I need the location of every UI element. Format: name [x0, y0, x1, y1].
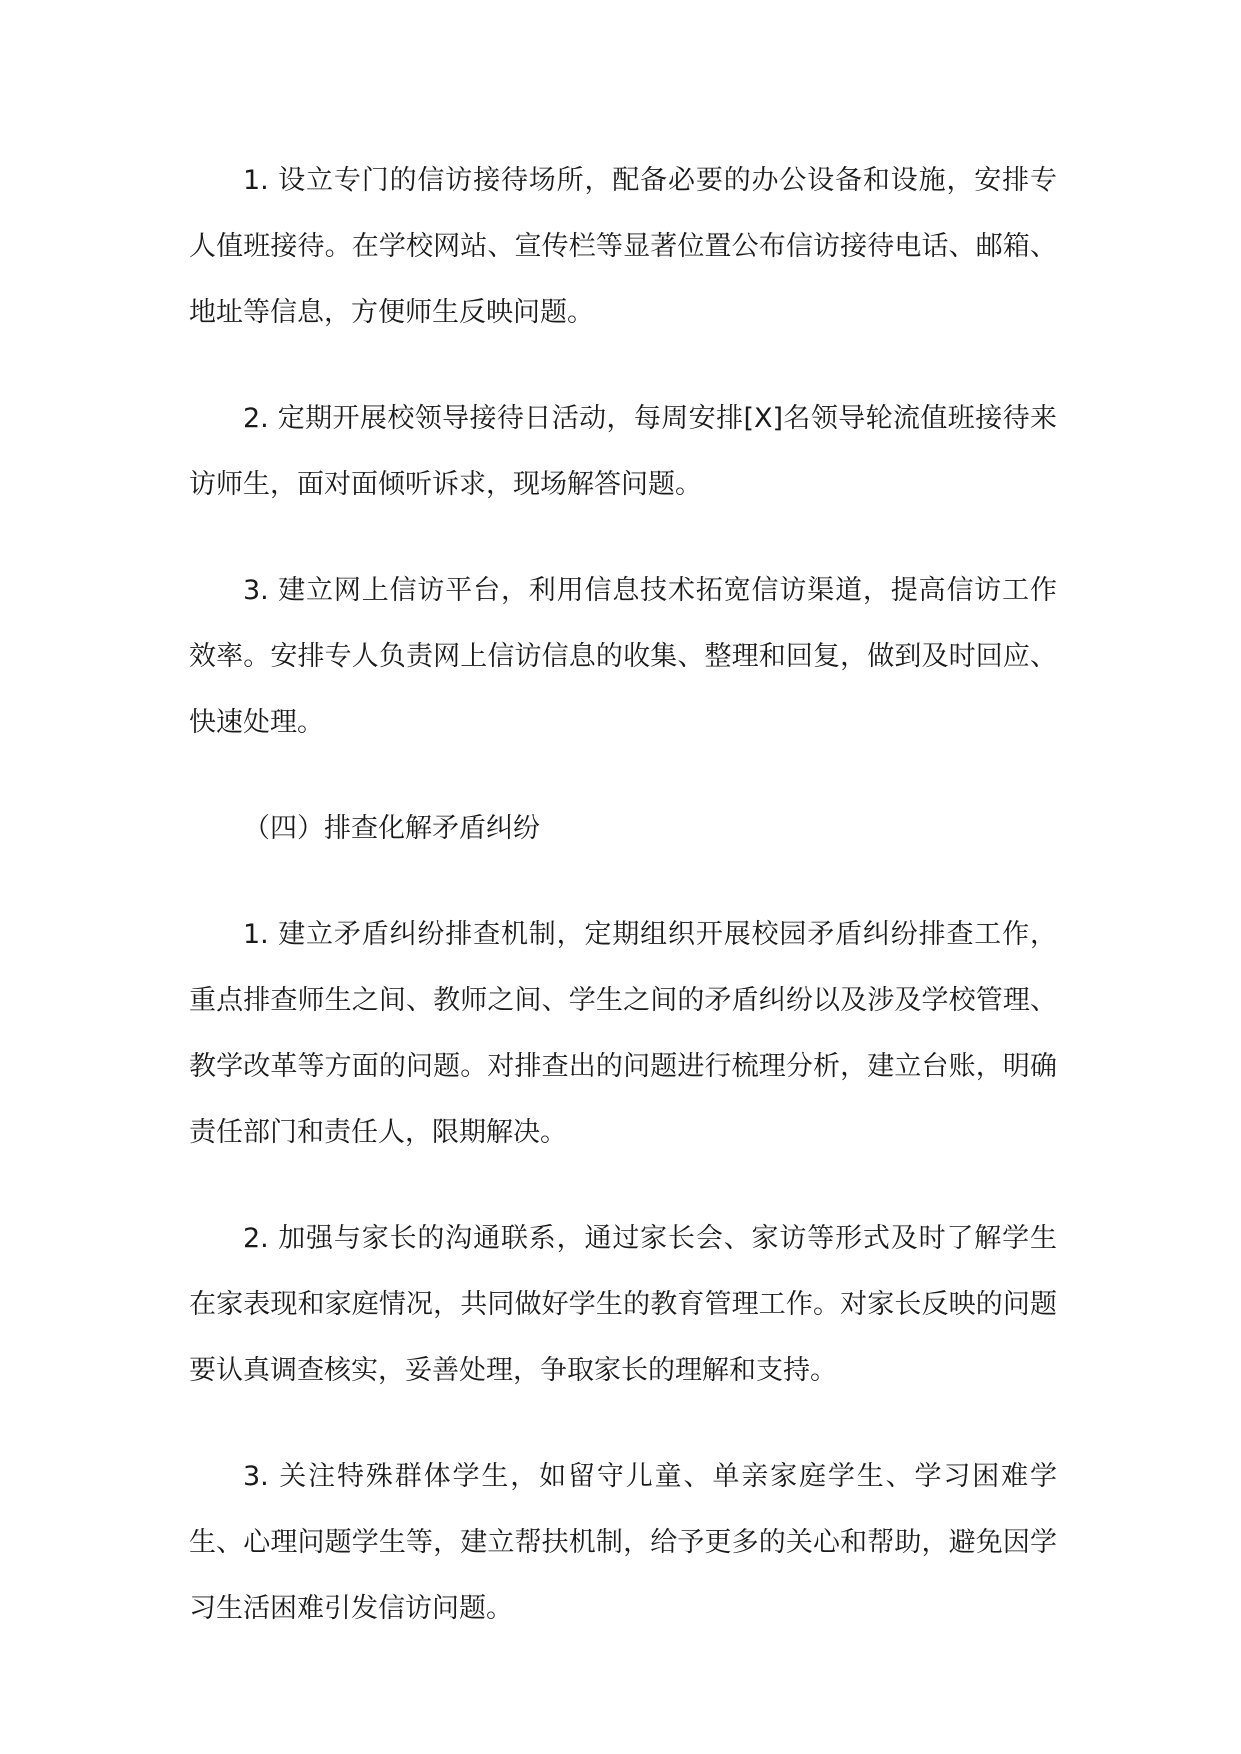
paragraph-reception-site: 1. 设立专门的信访接待场所，配备必要的办公设备和设施，安排专人值班接待。在学校网站、宣传栏等显著位置公布信访接待电话、邮箱、地址等信息，方便师生反映问题。	[189, 165, 1057, 328]
paragraph-parent-communication: 2. 加强与家长的沟通联系，通过家长会、家访等形式及时了解学生在家表现和家庭情况，共同做好学生的教育管理工作。对家长反映的问题要认真调查核实，妥善处理，争取家长的理解和支持。	[189, 1223, 1057, 1386]
paragraph-dispute-screening: 1. 建立矛盾纠纷排查机制，定期组织开展校园矛盾纠纷排查工作，重点排查师生之间、教师之间、学生之间的矛盾纠纷以及涉及学校管理、教学改革等方面的问题。对排查出的问题进行梳理分析，建立台账，明确责任部门和责任人，限期解决。	[189, 919, 1057, 1148]
paragraph-special-groups: 3. 关注特殊群体学生，如留守儿童、单亲家庭学生、学习困难学生、心理问题学生等，建立帮扶机制，给予更多的关心和帮助，避免因学习生活困难引发信访问题。	[189, 1461, 1057, 1624]
document-body	[189, 148, 1057, 1682]
section-heading: （四）排查化解矛盾纠纷	[243, 813, 540, 844]
paragraph-online-platform: 3. 建立网上信访平台，利用信息技术拓宽信访渠道，提高信访工作效率。安排专人负责网上信访信息的收集、整理和回复，做到及时回应、快速处理。	[189, 575, 1057, 738]
paragraph-leader-reception-day: 2. 定期开展校领导接待日活动，每周安排[X]名领导轮流值班接待来访师生，面对面倾听诉求，现场解答问题。	[189, 403, 1057, 500]
